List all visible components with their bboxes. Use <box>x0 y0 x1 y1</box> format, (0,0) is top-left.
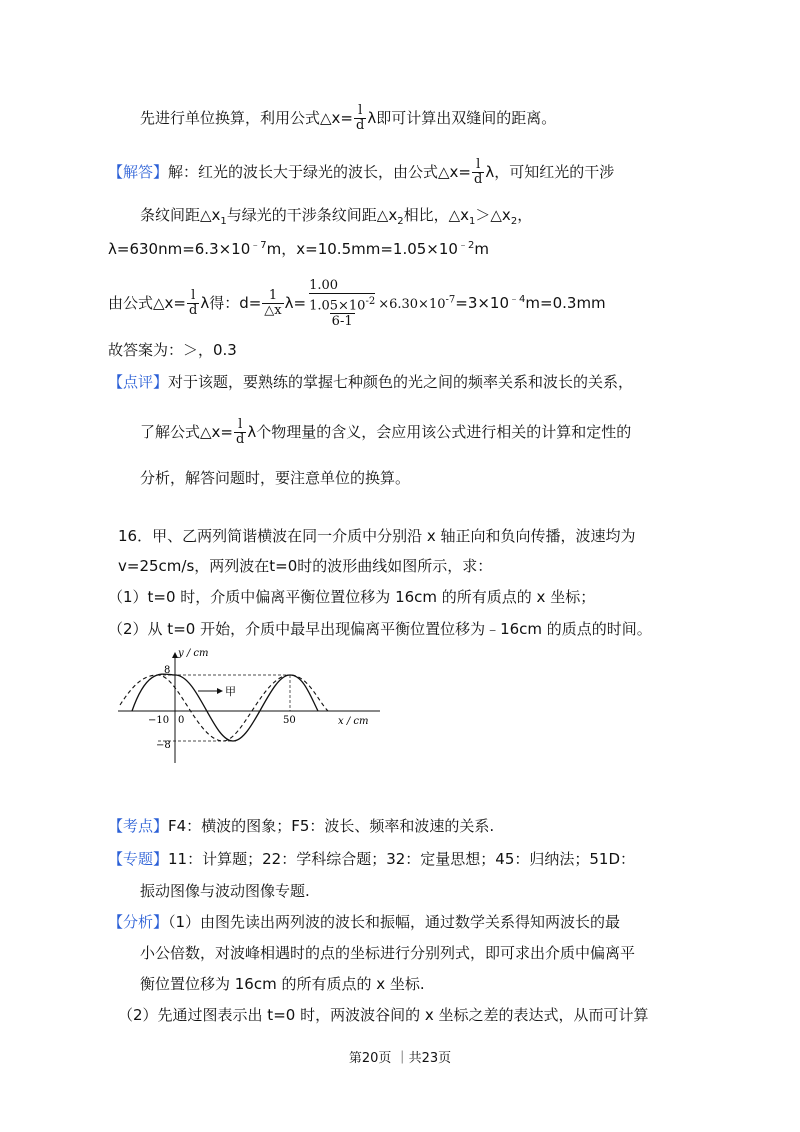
wave-graph <box>118 645 388 770</box>
fraction-denominator: 6-1 <box>331 314 353 330</box>
comment-line-2 <box>140 418 631 447</box>
kaodian-tag: 【考点】 <box>108 817 169 835</box>
kaodian-line <box>108 816 494 836</box>
text-segment: ×6.30×10 <box>378 297 446 313</box>
answer-line-1 <box>108 158 614 187</box>
compound-fraction <box>307 278 377 329</box>
subscript: 2 <box>510 216 518 227</box>
question-line-4: （2）从 t=0 开始，介质中最早出现偏离平衡位置位移为﹣16cm 的质点的时间。 <box>108 620 652 638</box>
text-segment: 11：计算题；22：学科综合题；32：定量思想；45：归纳法；51D： <box>168 850 636 868</box>
subscript: 1 <box>220 216 227 227</box>
fraction-numerator: l <box>358 103 363 118</box>
text-segment: 由公式△x= <box>108 294 186 313</box>
wave-yi-curve <box>120 675 328 741</box>
text-segment: λ得：d= <box>200 294 262 313</box>
text-segment: F4：横波的图象；F5：波长、频率和波速的关系. <box>168 817 495 835</box>
superscript: -2 <box>365 296 376 307</box>
zhuanti-line-1 <box>108 849 635 869</box>
answer-line-3 <box>108 236 489 259</box>
fraction-l-over-d <box>472 158 484 187</box>
superscript: ﹣7 <box>250 240 267 251</box>
x-axis-label: x / cm <box>338 716 369 727</box>
fraction-l-over-d <box>187 289 199 318</box>
x-tick-50: 50 <box>283 715 296 726</box>
text-segment: λ，可知红光的干涉 <box>485 163 615 181</box>
superscript: -7 <box>445 294 456 306</box>
superscript: ﹣4 <box>509 294 526 306</box>
fraction-numerator: 1 <box>268 288 278 304</box>
question-line-2: v=25cm/s，两列波在t=0时的波形曲线如图所示，求： <box>118 557 493 575</box>
fraction-l-over-d <box>234 418 246 447</box>
wave-label-jia: 甲 <box>225 685 236 698</box>
page-footer: 第20页 ｜共23页 <box>348 1051 452 1066</box>
answer-line-2 <box>140 205 532 232</box>
compound-fraction-top <box>307 278 377 313</box>
multiplier <box>378 294 456 313</box>
text-segment: 解：红光的波长大于绿光的波长，由公式△x= <box>168 163 471 181</box>
subscript: 2 <box>397 216 404 227</box>
text-segment: 相比，△x <box>403 206 470 224</box>
answer-conclusion: 故答案为：＞，0.3 <box>108 341 237 359</box>
fraction-l-over-d <box>354 104 366 133</box>
answer-formula-line <box>108 278 606 329</box>
comment-tag: 【点评】 <box>108 373 169 391</box>
y-tick-neg8: −8 <box>156 740 171 751</box>
fraction-denominator: d <box>188 303 198 319</box>
text-segment: （1）由图先读出两列波的波长和振幅，通过数学关系得知两波长的最 <box>168 913 621 931</box>
fenxi-line-2: 小公倍数，对波峰相遇时的点的坐标进行分别列式，即可求出介质中偏离平 <box>140 944 636 962</box>
fenxi-line-1 <box>108 912 620 932</box>
text-segment: λ= <box>284 294 307 313</box>
subscript: 1 <box>469 216 476 227</box>
x-tick-neg10: −10 <box>148 715 170 726</box>
fraction-denominator: d <box>355 118 365 133</box>
text-segment: 与绿光的干涉条纹间距△x <box>226 206 398 224</box>
question-line-1: 16．甲、乙两列简谐横波在同一介质中分别沿 x 轴正向和负向传播，波速均为 <box>118 527 636 545</box>
comment-line-3: 分析，解答问题时，要注意单位的换算。 <box>140 469 411 487</box>
fraction-denominator: d <box>474 172 483 187</box>
superscript: ﹣2 <box>457 240 475 251</box>
fraction-numerator: l <box>191 288 196 304</box>
text-segment: 了解公式△x= <box>140 423 233 441</box>
text-segment: ＞△x <box>475 206 511 224</box>
text-line <box>140 104 556 133</box>
text-segment: 对于该题，要熟练的掌握七种颜色的光之间的频率关系和波长的关系， <box>168 373 634 391</box>
text-segment: m，x=10.5mm=1.05×10 <box>266 240 458 258</box>
fraction-1-over-dx <box>262 289 283 318</box>
y-axis-label: y / cm <box>178 648 209 659</box>
fenxi-line-3: 衡位置位移为 16cm 的所有质点的 x 坐标. <box>140 975 425 993</box>
fraction-inner-denominator <box>309 293 375 313</box>
fenxi-tag: 【分析】 <box>108 913 169 931</box>
answer-tag: 【解答】 <box>108 163 169 181</box>
text-segment: ， <box>517 206 533 224</box>
fraction-inner-numerator: 1.00 <box>309 278 339 293</box>
text-segment: =3×10 <box>455 294 510 313</box>
fraction-numerator: l <box>476 157 481 172</box>
text-segment: λ=630nm=6.3×10 <box>108 240 251 258</box>
comment-line-1 <box>108 372 633 392</box>
fraction-denominator: d <box>235 432 245 447</box>
zhuanti-line-2: 振动图像与波动图像专题. <box>140 882 310 900</box>
text-segment: 先进行单位换算，利用公式△x= <box>140 109 353 127</box>
text-segment: λ个物理量的含义，会应用该公式进行相关的计算和定性的 <box>247 423 632 441</box>
x-tick-0: 0 <box>178 715 185 726</box>
fenxi-line-4: （2）先通过图表示出 t=0 时，两波波谷间的 x 坐标之差的表达式，从而可计算 <box>118 1006 649 1024</box>
text-segment: 1.05×10 <box>309 298 366 314</box>
text-segment: m <box>474 240 489 258</box>
zhuanti-tag: 【专题】 <box>108 850 169 868</box>
text-segment: λ即可计算出双缝间的距离。 <box>367 109 557 127</box>
question-line-3: （1）t=0 时，介质中偏离平衡位置位移为 16cm 的所有质点的 x 坐标； <box>108 588 596 606</box>
text-segment: m=0.3mm <box>525 294 606 313</box>
fraction-denominator: △x <box>264 303 282 319</box>
y-tick-8: 8 <box>164 665 171 676</box>
text-segment: 条纹间距△x <box>140 206 221 224</box>
fraction-numerator: l <box>238 417 243 432</box>
